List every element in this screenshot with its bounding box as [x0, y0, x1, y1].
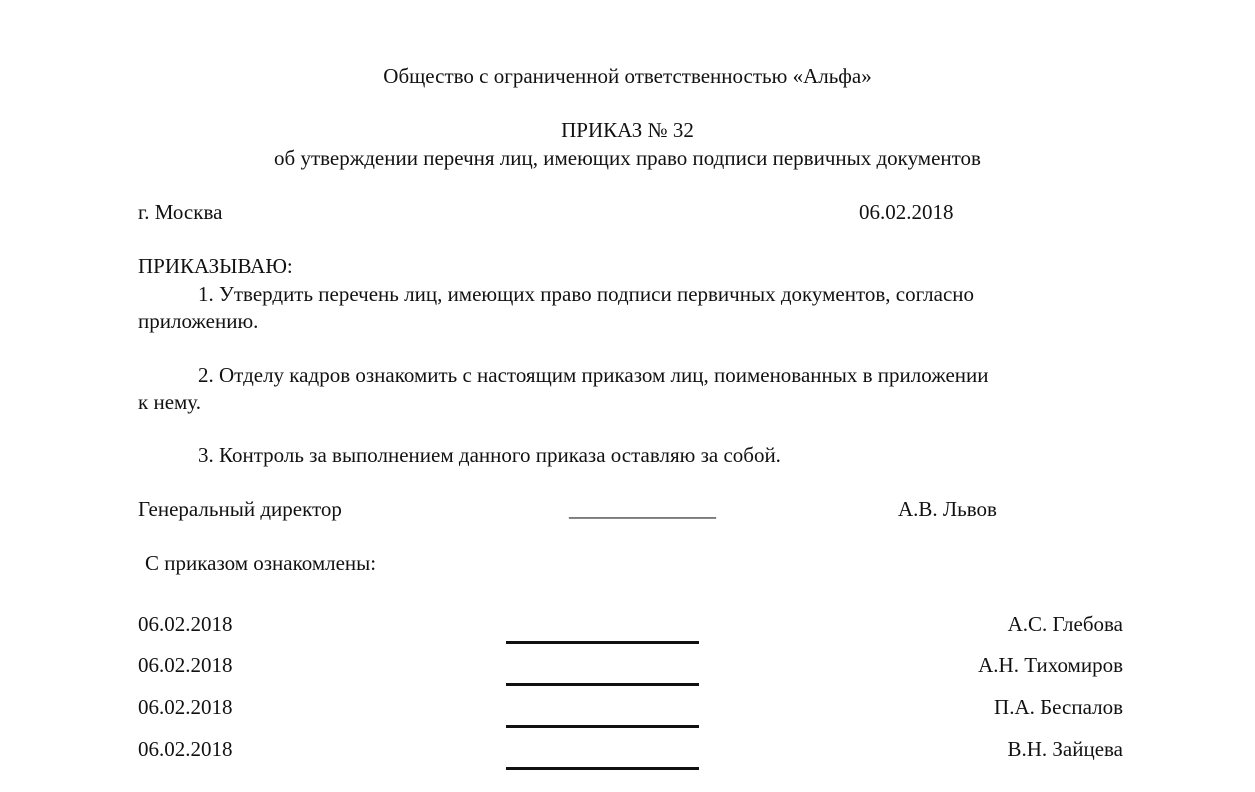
order-date: 06.02.2018 [859, 200, 954, 224]
ack-name: П.А. Беспалов [994, 695, 1123, 719]
ack-date: 06.02.2018 [138, 737, 233, 761]
directive-item-1-line-2: приложению. [138, 309, 259, 333]
directive-item-1-line-1: 1. Утвердить перечень лиц, имеющих право подписи первичных документов, согласно [198, 282, 975, 306]
ack-signature-line [506, 767, 699, 770]
ack-signature-line [506, 641, 699, 644]
ack-name: В.Н. Зайцева [1007, 737, 1123, 761]
acknowledgement-heading: С приказом ознакомлены: [145, 551, 377, 575]
directive-item-3: 3. Контроль за выполнением данного приказа оставляю за собой. [198, 443, 781, 467]
directive-item-2-line-2: к нему. [138, 390, 201, 414]
order-city: г. Москва [138, 200, 223, 224]
ack-date: 06.02.2018 [138, 612, 233, 636]
ack-name: А.Н. Тихомиров [978, 653, 1123, 677]
ack-name: А.С. Глебова [1007, 612, 1123, 636]
ack-signature-line [506, 683, 699, 686]
ack-date: 06.02.2018 [138, 653, 233, 677]
order-subject: об утверждении перечня лиц, имеющих право подписи первичных документов [274, 146, 981, 170]
organization-name: Общество с ограниченной ответственностью «Альфа» [383, 64, 872, 88]
directive-heading: ПРИКАЗЫВАЮ: [138, 254, 293, 278]
ack-date: 06.02.2018 [138, 695, 233, 719]
order-title: ПРИКАЗ № 32 [561, 118, 694, 142]
signature-position: Генеральный директор [138, 497, 342, 521]
signature-name: А.В. Львов [898, 497, 997, 521]
ack-signature-line [506, 725, 699, 728]
signature-line: ______________ [569, 497, 716, 521]
directive-item-2-line-1: 2. Отделу кадров ознакомить с настоящим приказом лиц, поименованных в приложении [198, 363, 989, 387]
